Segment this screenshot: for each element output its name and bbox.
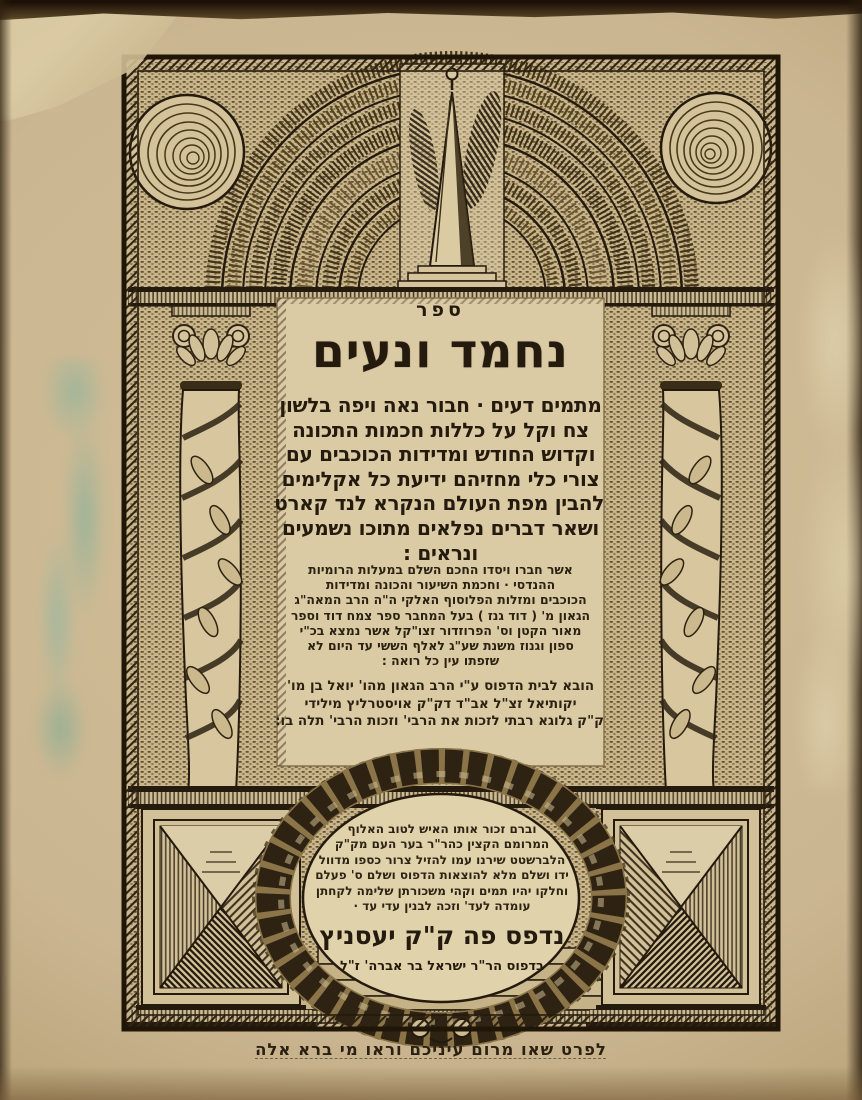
cartouche-line: וחלקו יהיו תמים וקהי משכורתן שלימה לקחתן xyxy=(315,883,569,898)
imprint-printer: בדפוס הר"ר ישראל בר אברה' ז"ל xyxy=(340,959,544,974)
author-line: הכוכבים ומזלות הפלוסוף האלקי ה"ה הרב המאה"ג xyxy=(294,592,587,608)
publisher-line: הובא לבית הדפוס ע"י הרב הגאון מהו' יואל בן מו' xyxy=(286,679,595,694)
sunburst-circle-left xyxy=(130,95,244,209)
subtitle-line: וקדוש החודש ומדידות הכוכבים עם xyxy=(285,442,596,467)
cartouche-line: המרומם הקצין כהר"ר בער העם מק"ק xyxy=(334,837,550,852)
subtitle-line: צורי כלי מחזיהם ידיעת כל אקלימים xyxy=(281,466,600,491)
subtitle-block xyxy=(274,393,604,565)
publisher-line: ק"ק גלוגא רבתי לזכות את הרבי' וזכות הרבי' תלה בו: xyxy=(275,714,604,730)
water-stain-right xyxy=(772,230,862,790)
blue-ink-stain xyxy=(14,358,118,778)
cartouche-line: ידו ושלם מלא להוצאות הדפוס ושלם ס' פעלם xyxy=(315,868,569,883)
cartouche-line: הלברשטט שירנו עמו להזיל צרור כספו מדוול xyxy=(318,852,566,867)
author-block xyxy=(277,562,604,668)
subtitle-line: ושאר דברים נפלאים מתוכו נשמעים xyxy=(281,515,600,540)
author-line: אשר חברו ויסדו החכם השלם במעלות הרומיות xyxy=(308,562,573,577)
publisher-line: יקותיאל זצ"ל אב"ד דק"ק אויסטרליץ מילידי xyxy=(304,696,577,712)
author-line: ההנדסי · וחכמת השיעור והכונה ומדידות xyxy=(325,577,556,593)
subtitle-line: להבין מפת העולם הנקרא לנד קארט xyxy=(274,491,604,516)
author-line: מאור הקטן וס' הפרוזדור זצו"קל אשר נמצא בכ"י xyxy=(299,622,582,638)
main-title: נחמד ונעים xyxy=(312,324,569,379)
author-line: שזפתו עין כל רואה : xyxy=(381,653,500,669)
subtitle-line: מתמים דעים · חבור נאה ויפה בלשון xyxy=(279,393,602,417)
sunburst-circle-right xyxy=(661,93,771,203)
cartouche-line: וברם זכור אותו האיש לטוב האלוף xyxy=(347,822,537,836)
publisher-block xyxy=(277,678,604,731)
subtitle-line: ונראים : xyxy=(403,540,478,565)
page-edge-left xyxy=(0,0,12,1100)
imprint-city: נדפס פה ק"ק יעסניץ xyxy=(319,921,565,950)
page-edge-bottom xyxy=(0,1066,862,1100)
author-line: הגאון מ' ( דוד גנז ) בעל המחבר ספר צמח דוד וספר xyxy=(290,607,591,623)
author-line: ספון וגנוז משנת שע"ג לאלף הששי עד היום לא xyxy=(307,638,574,654)
cartouche-line: עומדה לעד' וזכה לבנין עדי עד · xyxy=(353,899,531,914)
chronogram-line: לפרט שאו מרום עיניכם וראו מי ברא אלה xyxy=(255,1040,607,1059)
obelisk-engraving xyxy=(398,64,509,298)
subtitle-line: צח וקל על כללות חכמות התכונה xyxy=(292,417,589,442)
header-word: ספר xyxy=(416,299,465,321)
cartouche-block xyxy=(303,822,581,914)
